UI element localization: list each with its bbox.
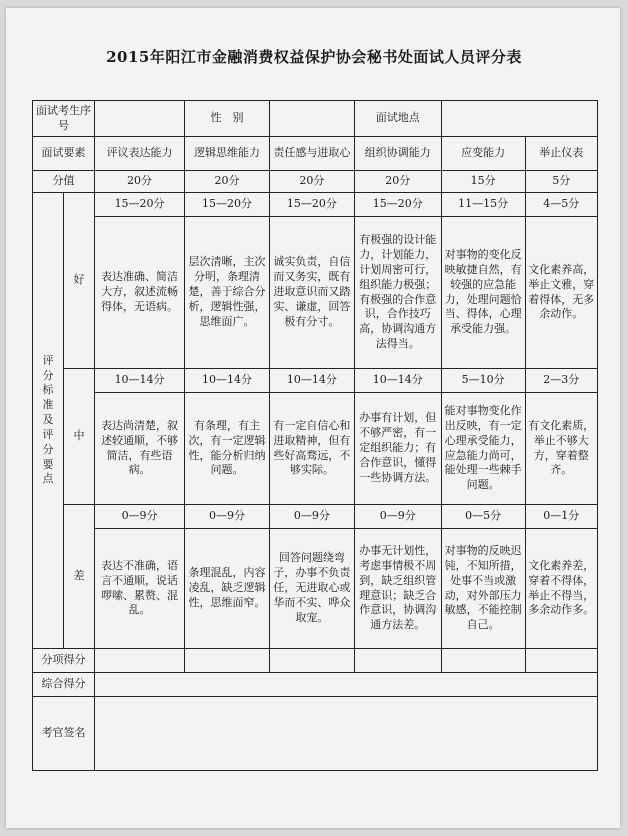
mid-desc-row (33, 393, 598, 505)
total-score-label: 综合得分 (33, 673, 95, 697)
item-score-label: 分项得分 (33, 649, 95, 673)
mid-range: 10—14分 (354, 369, 441, 393)
criterion-name: 评议表达能力 (95, 137, 185, 171)
mid-range: 10—14分 (269, 369, 354, 393)
mid-range: 10—14分 (95, 369, 185, 393)
criterion-score: 5分 (525, 171, 598, 193)
criterion-score: 20分 (354, 171, 441, 193)
item-score-field[interactable] (354, 649, 441, 673)
score-table (32, 100, 598, 771)
gender-label: 性 别 (185, 101, 270, 137)
location-label: 面试地点 (354, 101, 441, 137)
level-mid: 中 (64, 369, 95, 505)
bad-range: 0—5分 (441, 505, 525, 529)
elements-row (33, 137, 598, 171)
good-range: 15—20分 (185, 193, 270, 217)
item-score-field[interactable] (95, 649, 185, 673)
bad-desc: 条理混乱，内容凌乱，缺乏逻辑性，思维面窄。 (185, 529, 270, 649)
mid-range: 10—14分 (185, 369, 270, 393)
bad-range: 0—9分 (354, 505, 441, 529)
criterion-name: 逻辑思维能力 (185, 137, 270, 171)
candidate-info-row (33, 101, 598, 137)
mid-desc: 能对事物变化作出反映，有一定心理承受能力，应急能力尚可，能处理一些棘手问题。 (441, 393, 525, 505)
candidate-no-field[interactable] (95, 101, 185, 137)
bad-desc-row (33, 529, 598, 649)
gender-field[interactable] (269, 101, 354, 137)
good-desc: 层次清晰，主次分明，条理清楚，善于综合分析，逻辑性强，思维面广。 (185, 217, 270, 369)
mid-desc: 有一定自信心和进取精神，但有些好高骛远，不够实际。 (269, 393, 354, 505)
good-range: 15—20分 (269, 193, 354, 217)
bad-desc: 办事无计划性，考虑事情极不周到，缺乏组织管理意识；缺乏合作意识，协调沟通方法差。 (354, 529, 441, 649)
good-desc: 有极强的设计能力，计划能力，计划周密可行，组织能力极强；有极强的合作意识，合作技巧高，协调沟通方法得当。 (354, 217, 441, 369)
criterion-name: 举止仪表 (525, 137, 598, 171)
elements-label: 面试要素 (33, 137, 95, 171)
mid-range-row (33, 369, 598, 393)
good-range: 15—20分 (95, 193, 185, 217)
good-range: 11—15分 (441, 193, 525, 217)
examiner-signature-field[interactable] (95, 697, 598, 771)
criterion-name: 组织协调能力 (354, 137, 441, 171)
item-score-field[interactable] (441, 649, 525, 673)
bad-range: 0—1分 (525, 505, 598, 529)
bad-desc: 文化素养差，穿着不得体，举止不得当，多余动作多。 (525, 529, 598, 649)
level-bad: 差 (64, 505, 95, 649)
location-field[interactable] (441, 101, 597, 137)
mid-desc: 有条理，有主次，有一定逻辑性，能分析归纳问题。 (185, 393, 270, 505)
criterion-score: 20分 (269, 171, 354, 193)
score-label: 分值 (33, 171, 95, 193)
score-value-row (33, 171, 598, 193)
good-desc: 文化素养高，举止文雅，穿着得体，无多余动作。 (525, 217, 598, 369)
examiner-row (33, 697, 598, 771)
bad-range: 0—9分 (95, 505, 185, 529)
candidate-no-label: 面试考生序号 (33, 101, 95, 137)
examiner-label: 考官签名 (33, 697, 95, 771)
criterion-score: 20分 (95, 171, 185, 193)
good-range-row (33, 193, 598, 217)
bad-desc: 对事物的反映迟钝，不知所措，处事不当或激动，对外部压力敏感，不能控制自己。 (441, 529, 525, 649)
bad-range: 0—9分 (185, 505, 270, 529)
mid-desc: 办事有计划，但不够严密，有一定组织能力；有合作意识，懂得一些协调方法。 (354, 393, 441, 505)
good-desc: 表达准确、简洁大方，叙述流畅得体，无语病。 (95, 217, 185, 369)
mid-range: 2—3分 (525, 369, 598, 393)
good-range: 15—20分 (354, 193, 441, 217)
standards-label: 评分标准及评分要点 (33, 193, 64, 649)
item-score-field[interactable] (525, 649, 598, 673)
item-score-field[interactable] (185, 649, 270, 673)
total-score-row (33, 673, 598, 697)
bad-desc: 表达不准确，语言不通顺，说话啰嗦、累赘、混乱。 (95, 529, 185, 649)
item-score-field[interactable] (269, 649, 354, 673)
criterion-score: 20分 (185, 171, 270, 193)
bad-range-row (33, 505, 598, 529)
level-good: 好 (64, 193, 95, 369)
page-title: 2015年阳江市金融消费权益保护协会秘书处面试人员评分表 (106, 48, 522, 66)
good-range: 4—5分 (525, 193, 598, 217)
good-desc-row (33, 217, 598, 369)
mid-desc: 表达尚清楚，叙述较通顺，不够简洁，有些语病。 (95, 393, 185, 505)
criterion-score: 15分 (441, 171, 525, 193)
good-desc: 对事物的变化反映敏捷自然，有较强的应急能力，处理问题恰当、得体，心理承受能力强。 (441, 217, 525, 369)
criterion-name: 责任感与进取心 (269, 137, 354, 171)
criterion-name: 应变能力 (441, 137, 525, 171)
mid-desc: 有文化素质，举止不够大方，穿着整齐。 (525, 393, 598, 505)
total-score-field[interactable] (95, 673, 598, 697)
bad-desc: 回答问题绕弯子，办事不负责任，无进取心或华而不实、哗众取宠。 (269, 529, 354, 649)
bad-range: 0—9分 (269, 505, 354, 529)
mid-range: 5—10分 (441, 369, 525, 393)
good-desc: 诚实负责，自信而又务实，既有进取意识而又踏实、谦虚，回答极有分寸。 (269, 217, 354, 369)
item-score-row (33, 649, 598, 673)
